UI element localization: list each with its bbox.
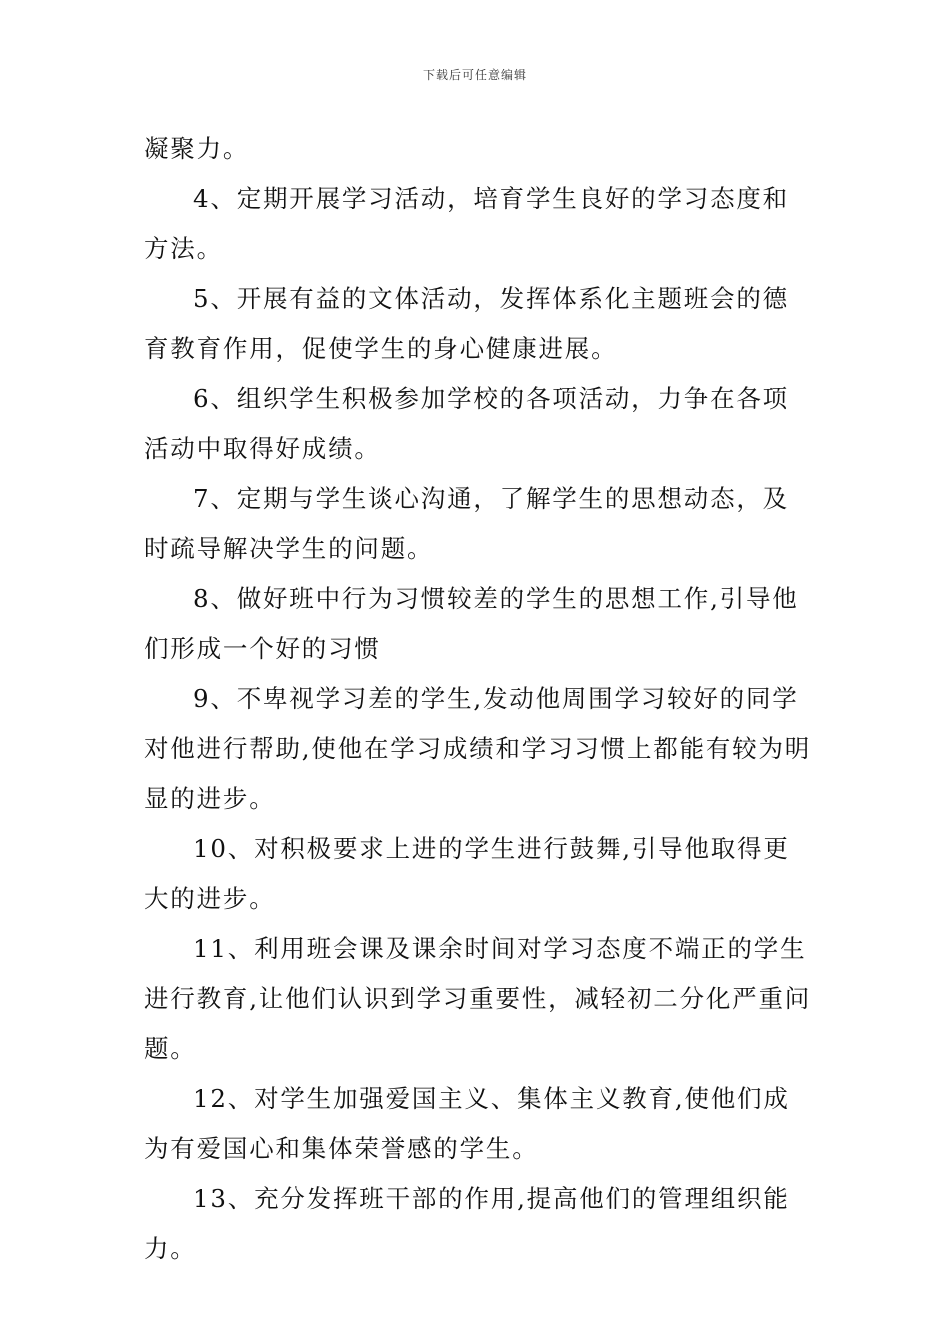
paragraph-item-9: 9、不卑视学习差的学生,发动他周围学习较好的同学对他进行帮助,使他在学习成绩和学习习惯上都能有较为明显的进步。 xyxy=(144,684,812,813)
paragraph-item-7: 7、定期与学生谈心沟通，了解学生的思想动态，及时疏导解决学生的问题。 xyxy=(144,484,789,563)
paragraph-continuation: 凝聚力。 xyxy=(144,134,250,163)
paragraph-item-6: 6、组织学生积极参加学校的各项活动，力争在各项活动中取得好成绩。 xyxy=(144,384,789,463)
paragraph-item-8: 8、做好班中行为习惯较差的学生的思想工作,引导他们形成一个好的习惯 xyxy=(144,584,799,663)
paragraph-item-10: 10、对积极要求上进的学生进行鼓舞,引导他取得更大的进步。 xyxy=(144,834,790,913)
paragraph-item-11: 11、利用班会课及课余时间对学习态度不端正的学生进行教育,让他们认识到学习重要性，减轻初二分化严重问题。 xyxy=(144,934,812,1063)
paragraph-item-4: 4、定期开展学习活动，培育学生良好的学习态度和方法。 xyxy=(144,184,789,263)
paragraph-item-12: 12、对学生加强爱国主义、集体主义教育,使他们成为有爱国心和集体荣誉感的学生。 xyxy=(144,1084,790,1163)
page-header: 下载后可任意编辑 xyxy=(422,68,527,82)
document-body xyxy=(144,124,812,1274)
paragraph-item-13: 13、充分发挥班干部的作用,提高他们的管理组织能力。 xyxy=(144,1184,790,1263)
paragraph-item-5: 5、开展有益的文体活动，发挥体系化主题班会的德育教育作用，促使学生的身心健康进展。 xyxy=(144,284,789,363)
